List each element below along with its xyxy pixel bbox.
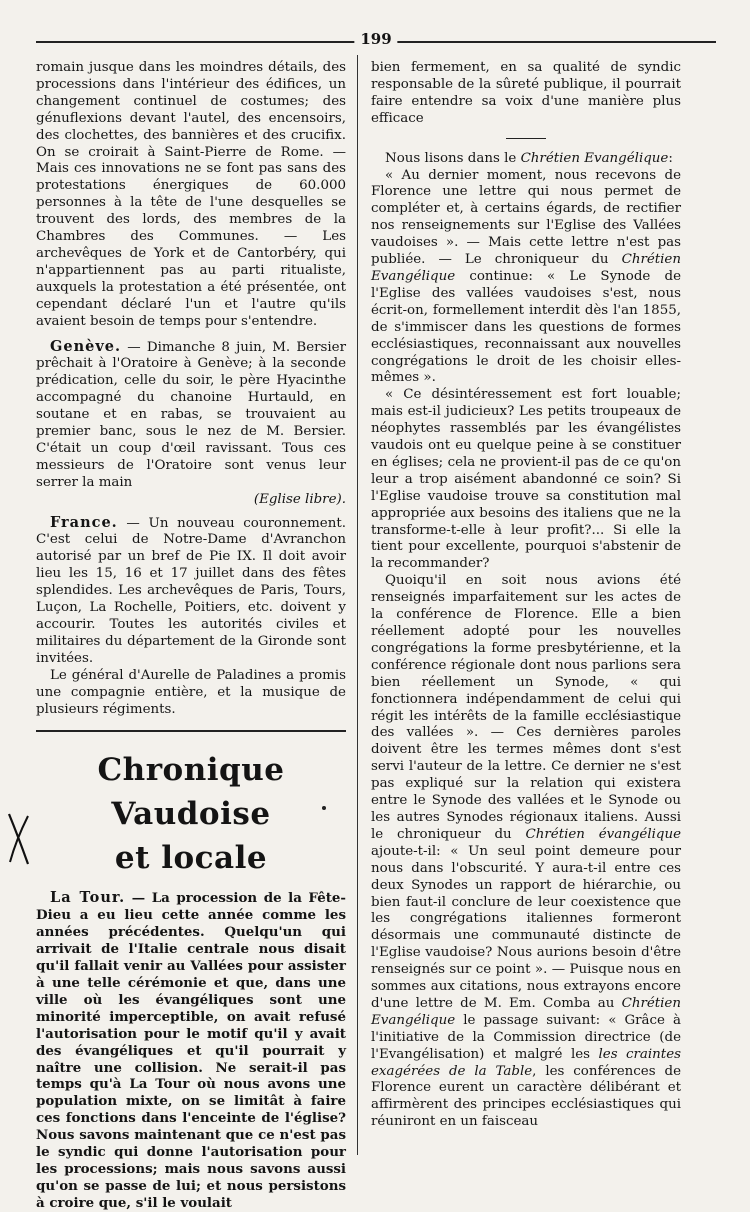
paragraph-ritualism: romain jusque dans les moindres détails, des processions dans l'intérieur des édifices, un changement continuel de costumes; des génuflexions devant l'autel, des encensoirs, des clochettes, des bannières et des crucifix. On se croirait à Saint-Pierre de Rome. — Mais ces innovations ne se font pas sans des protestations énergiques de 60.000 personnes à la tête de l'une desquelles se trouvent des lords, des membres de la Chambres des Communes. — Les archevêques de York et de Cantorbéry, qui n'appartiennent pas au parti ritualiste, auxquels la protestation a été présentée, ont cependant déclaré l'un et l'autre qu'ils avaient besoin de temps pour s'entendre. bbox=[36, 60, 346, 329]
paragraph-geneve bbox=[36, 339, 346, 492]
paragraph-conference bbox=[371, 573, 681, 1131]
paragraph-nous-lisons bbox=[371, 151, 681, 168]
publication-name: Chrétien évangélique bbox=[525, 826, 682, 842]
page-header bbox=[36, 28, 716, 50]
la-tour-text: — La procession de la Fête-Dieu a eu lieu cette année comme les années précédentes. Quelqu'un qui arrivait de l'Italie centrale nous disait qu'il fallait venir au Vallées pour assister à une telle cérémonie et que, dans une ville où les évangéliques sont une minorité imperceptible, on avait refusé l'autorisation pour le motif qu'il y avait des évangéliques et qu'il pourrait y naître une collision. Ne serait-il pas temps qu'à La Tour où nous avons une population mixte, on se limitât à faire ces fonctions dans l'enceinte de l'église? Nous savons maintenant que ce n'est pas le syndic qui donne l'autorisation pour les processions; mais nous savons aussi qu'on se passe de lui; et nous persistons à croire que, s'il le voulait bbox=[36, 890, 346, 1211]
section-heading-geneve: Genève. bbox=[50, 337, 122, 355]
separator-dash bbox=[506, 138, 546, 139]
ink-speck bbox=[322, 806, 326, 810]
handwritten-x-mark bbox=[6, 812, 32, 866]
left-column bbox=[36, 60, 346, 1212]
section-heading-france: France. bbox=[50, 513, 118, 531]
text-span: Nous lisons dans le bbox=[385, 150, 521, 166]
paragraph-la-tour bbox=[36, 890, 346, 1211]
paragraph-aurelle: Le général d'Aurelle de Paladines a promis une compagnie entière, et la musique de plusieurs régiments. bbox=[36, 667, 346, 717]
section-heading-la-tour: La Tour. bbox=[50, 889, 126, 907]
right-column bbox=[371, 60, 681, 1131]
publication-name: Chrétien Evangélique bbox=[371, 995, 681, 1028]
signature-eglise-libre: (Eglise libre). bbox=[253, 491, 346, 507]
text-span: « Au dernier moment, nous recevons de Florence une lettre qui nous permet de compléter et, à certains égards, de rectifier nos renseignements sur l'Eglise des Vallées vaudoises ». — Mais cette lettre n'est pas publiée. — Le chroniqueur du bbox=[371, 167, 681, 268]
text-span: continue: « Le Synode de l'Eglise des vallées vaudoises s'est, nous écrit-on, formellement interdit dès l'an 1855, de s'immiscer dans les questions de formes ecclésiastiques, reconnaissant aux nouvelles congrégations le droit de les choisir elles-mêmes ». bbox=[371, 268, 681, 386]
chronique-title-line2: et locale bbox=[114, 840, 268, 877]
text-span: , les conférences de Florence eurent un caractère délibérant et affirmèrent des principes ecclésiastiques qui réuniront en un faisceau bbox=[371, 1063, 681, 1130]
publication-name: Chrétien Evangélique bbox=[520, 150, 669, 166]
publication-name: Chrétien Evangélique bbox=[371, 252, 681, 284]
text-span: : bbox=[668, 150, 673, 166]
text-span: ajoute-t-il: « Un seul point demeure pour nous dans l'obscurité. Y aura-t-il entre ces deux Synodes un rapport de hiérarchie, ou bien faut-il conclure de leur coexistence que les congrégations italiennes formeront désormais une communauté distincte de l'Eglise vaudoise? Nous aurions besoin d'être renseignés sur ce point ». — Puisque nous en sommes aux citations, nous extrayons encore d'une lettre de M. Em. Comba au bbox=[371, 843, 681, 1011]
text-span: Quoiqu'il en soit nous avions été renseignés imparfaitement sur les actes de la conférence de Florence. Elle a bien réellement adopté pour les nouvelles congrégations la forme presbytérienne, et la conférence régionale dont nous parlions sera bien réellement un Synode, « qui fonctionnera indépendamment de celui qui régit les intérêts de la famille ecclésiastique des vallées ». — Ces dernières paroles doivent être les termes mêmes dont s'est servi l'auteur de la lettre. Ce dernier ne s'est pas expliqué sur la relation qui existera entre le Synode des vallées et le Synode ou les autres Synodes régionaux italiens. Aussi le chroniqueur du bbox=[371, 573, 681, 842]
section-title-chronique bbox=[36, 748, 346, 880]
paragraph-florence-letter bbox=[371, 168, 681, 388]
paragraph-desinteressement: « Ce désintéressement est fort louable; mais est-il judicieux? Les petits troupeaux de néophytes rassemblés par les évangélistes vaudois ont eu quelque peine à se constituer en églises; cela ne provient-il pas de ce qu'on leur a trop aisément abandonné ce soin? Si l'Eglise vaudoise trouve sa constitution mal appropriée aux besoins des italiens que ne la transforme-t-elle à leur profit?... Si elle la tient pour excellente, pourquoi s'abstenir de la recommander? bbox=[371, 387, 681, 572]
paragraph-syndic: bien fermement, en sa qualité de syndic responsable de la sûreté publique, il pourrait faire entendre sa voix d'une manière plus efficace bbox=[371, 60, 681, 126]
emphasized-quote: les craintes exagérées de la Table bbox=[371, 1046, 681, 1079]
geneve-text: — Dimanche 8 juin, M. Bersier prêchait à l'Oratoire à Genève; à la seconde prédication, celle du soir, le père Hyacinthe accompagné du chanoine Hurtauld, en soutane et en rabas, se trouvaient au premier banc, sous le nez de M. Bersier. C'était un coup d'œil ravissant. Tous ces messieurs de l'Oratoire sont venus leur serrer la main bbox=[36, 339, 346, 490]
page-number: 199 bbox=[354, 28, 397, 50]
chronique-title-line1: Chronique Vaudoise bbox=[97, 752, 285, 833]
column-divider bbox=[357, 55, 358, 1155]
paragraph-france bbox=[36, 515, 346, 668]
section-rule bbox=[36, 730, 346, 732]
text-span: le passage suivant: « Grâce à l'initiative de la Commission directrice (de l'Evangélisation) et malgré les bbox=[371, 1012, 681, 1062]
france-text: — Un nouveau couronnement. C'est celui de Notre-Dame d'Avranchon autorisé par un bref de Pie IX. Il doit avoir lieu les 15, 16 et 17 juillet dans des fêtes splendides. Les archevêques de Paris, Tours, Luçon, La Rochelle, Poitiers, etc. doivent y accourir. Toutes les autorités civiles et militaires du département de la Gironde sont invitées. bbox=[36, 515, 346, 666]
